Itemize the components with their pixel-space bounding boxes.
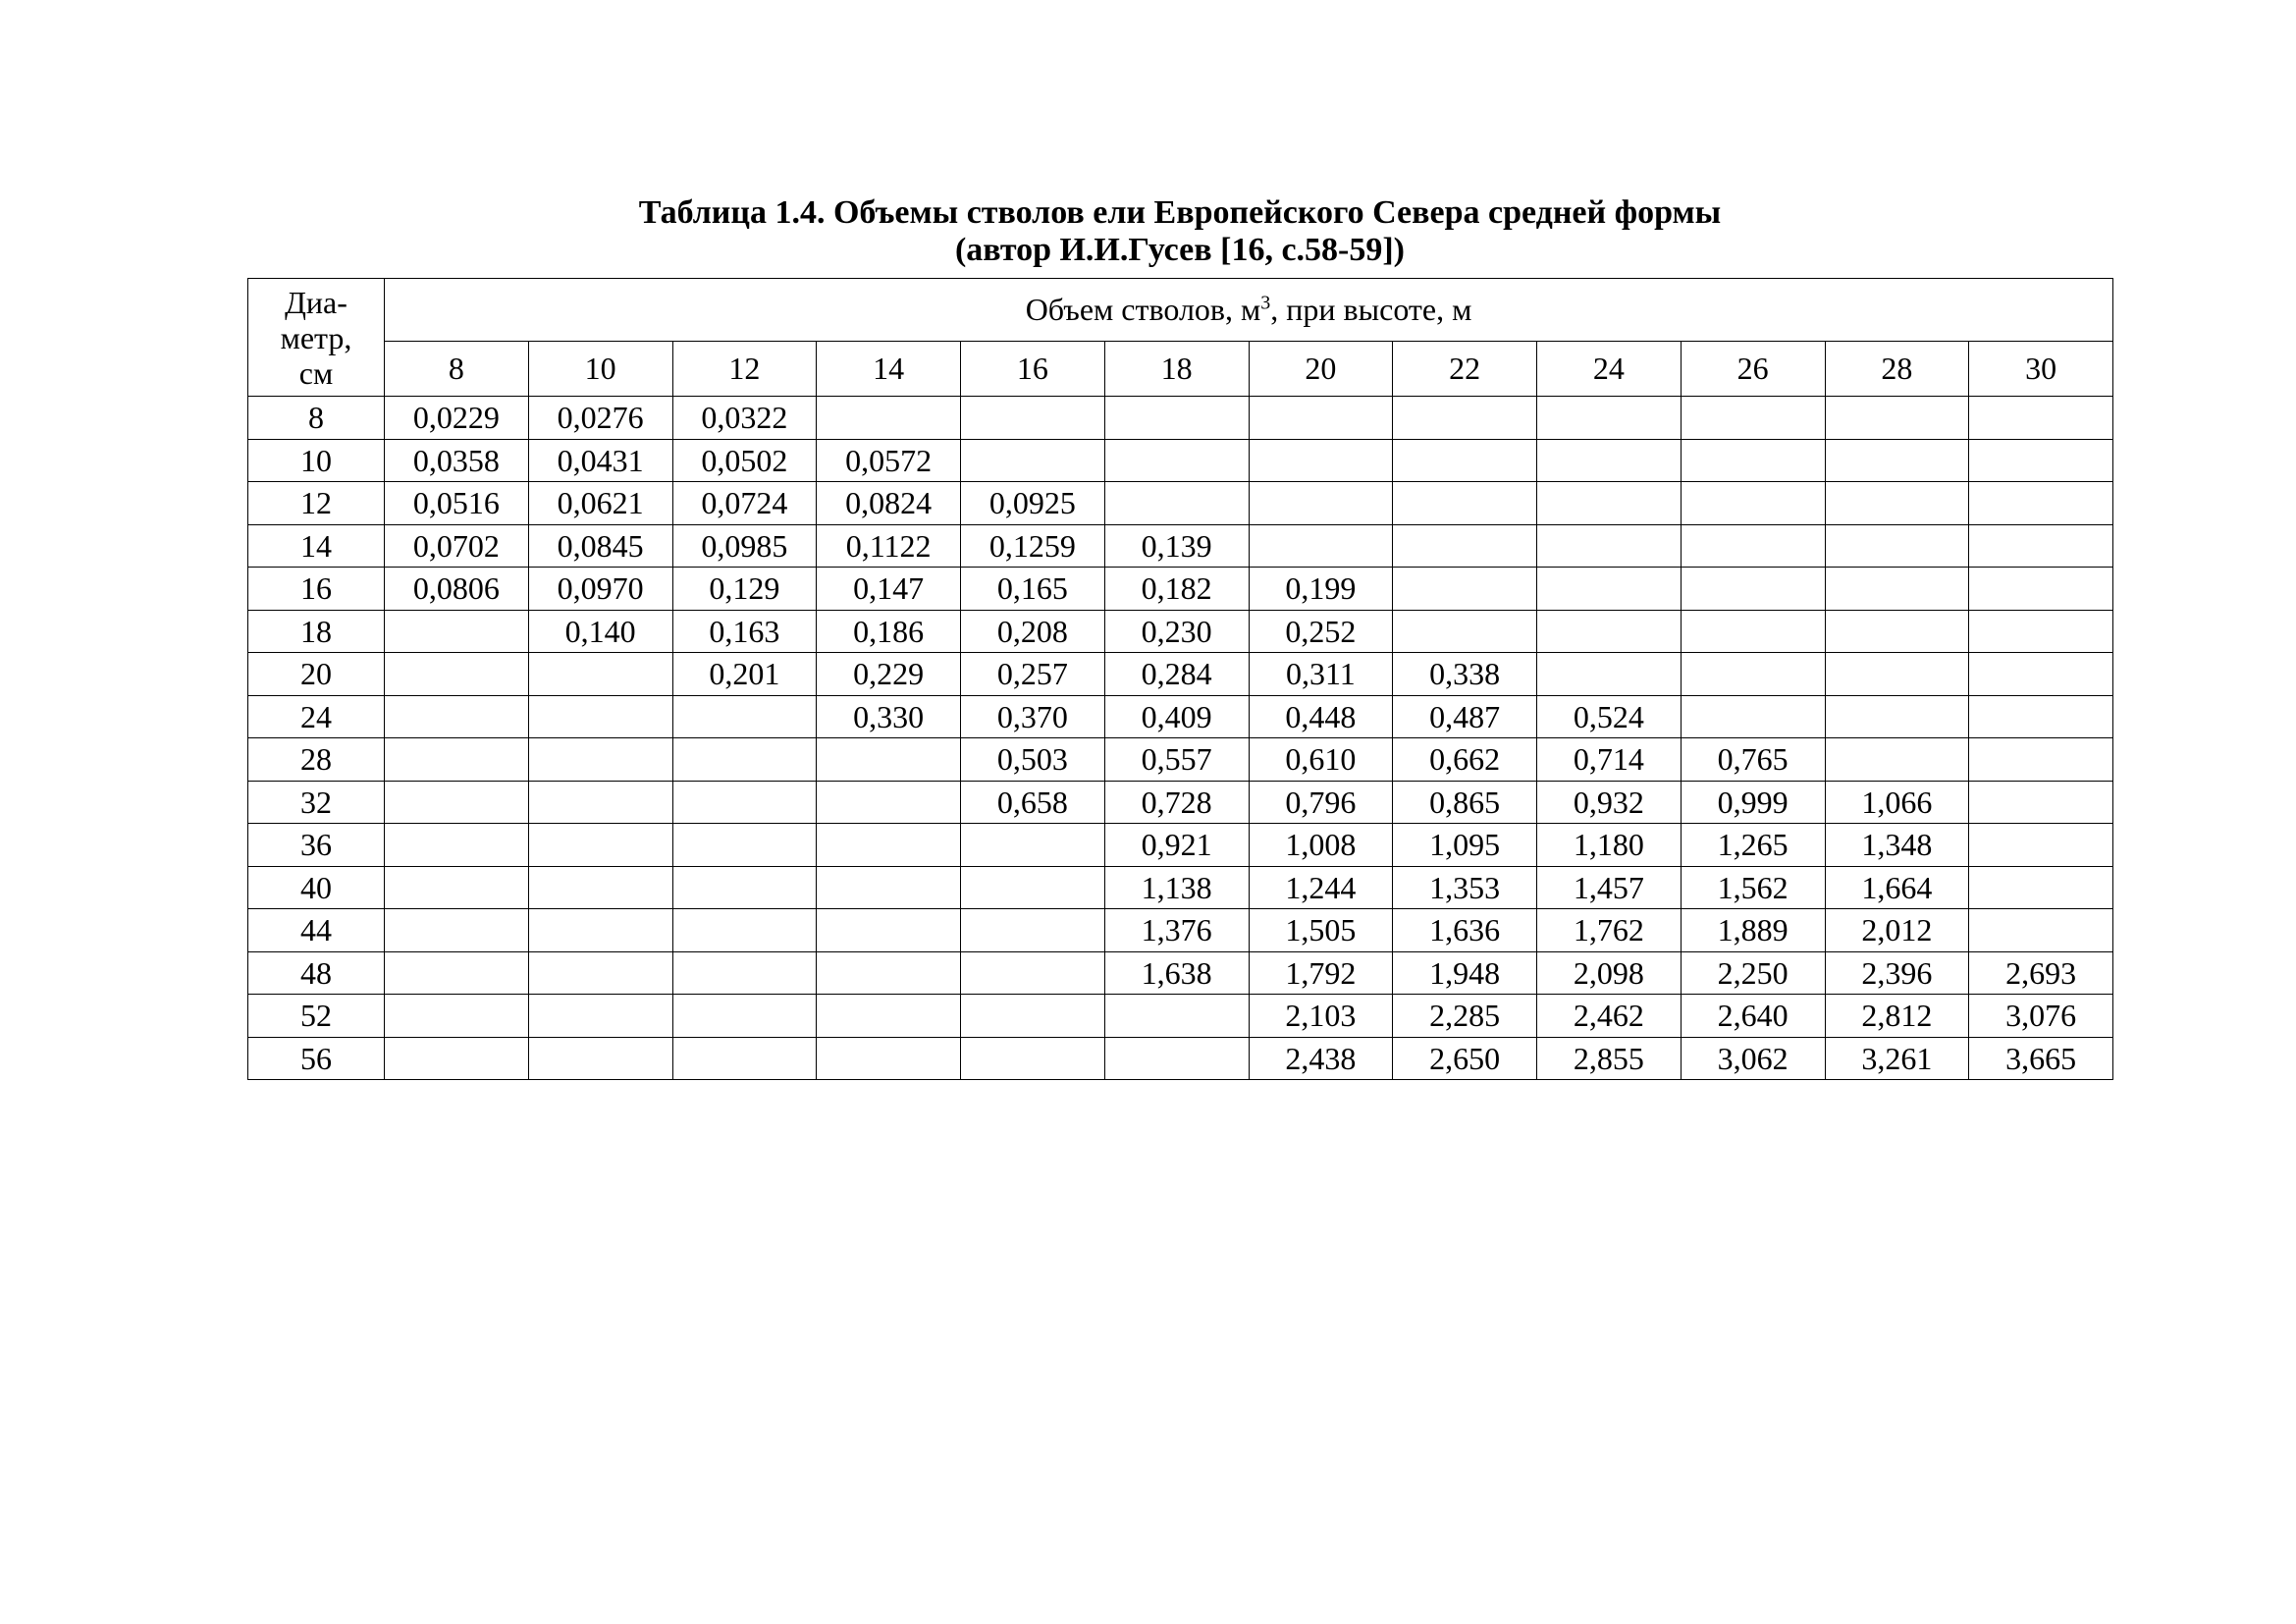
volume-cell <box>1393 439 1537 482</box>
volume-cell <box>385 610 529 653</box>
volume-cell <box>1969 610 2113 653</box>
volume-cell <box>672 738 817 782</box>
volume-cell: 2,640 <box>1681 995 1825 1038</box>
diameter-cell: 36 <box>248 824 385 867</box>
diameter-cell: 44 <box>248 909 385 952</box>
volume-cell <box>528 995 672 1038</box>
volume-cell <box>385 1037 529 1080</box>
volume-cell: 1,792 <box>1249 951 1393 995</box>
volume-cell <box>672 824 817 867</box>
volume-cell <box>1249 524 1393 568</box>
volume-cell <box>528 1037 672 1080</box>
volume-cell <box>817 824 961 867</box>
volume-cell: 1,638 <box>1104 951 1249 995</box>
volume-cell: 2,812 <box>1825 995 1969 1038</box>
volume-cell: 0,229 <box>817 653 961 696</box>
volume-cell: 0,0516 <box>385 482 529 525</box>
volume-cell: 2,462 <box>1537 995 1682 1038</box>
volume-cell <box>961 824 1105 867</box>
height-header-cell: 14 <box>817 342 961 397</box>
volume-cell <box>385 738 529 782</box>
table-row <box>248 738 2113 782</box>
volume-cell <box>1537 568 1682 611</box>
height-header-row <box>248 342 2113 397</box>
volume-cell: 2,012 <box>1825 909 1969 952</box>
volume-cell: 0,201 <box>672 653 817 696</box>
volume-cell: 0,796 <box>1249 781 1393 824</box>
height-header-cell: 28 <box>1825 342 1969 397</box>
volume-cell <box>1537 397 1682 440</box>
diameter-header-line1: Диа- <box>285 284 347 320</box>
volume-cell <box>817 951 961 995</box>
volume-cell <box>1249 397 1393 440</box>
volume-cell: 0,311 <box>1249 653 1393 696</box>
volume-cell: 3,076 <box>1969 995 2113 1038</box>
volume-cell <box>961 909 1105 952</box>
volume-cell: 1,948 <box>1393 951 1537 995</box>
volume-cell <box>528 866 672 909</box>
volume-cell: 1,664 <box>1825 866 1969 909</box>
volume-cell: 0,147 <box>817 568 961 611</box>
volume-cell: 0,524 <box>1537 695 1682 738</box>
volume-cell: 1,138 <box>1104 866 1249 909</box>
volume-cell: 0,865 <box>1393 781 1537 824</box>
volume-cell: 0,658 <box>961 781 1105 824</box>
table-title: Таблица 1.4. Объемы стволов ели Европейского Севера средней формы <box>638 194 1722 231</box>
table-row <box>248 1037 2113 1080</box>
volume-cell: 0,921 <box>1104 824 1249 867</box>
table-row <box>248 951 2113 995</box>
volume-cell <box>1825 439 1969 482</box>
volume-cell <box>961 995 1105 1038</box>
volume-cell: 1,180 <box>1537 824 1682 867</box>
table-row <box>248 824 2113 867</box>
volume-cell <box>1681 439 1825 482</box>
volume-cell: 2,396 <box>1825 951 1969 995</box>
volume-cell: 2,438 <box>1249 1037 1393 1080</box>
volume-cell: 0,409 <box>1104 695 1249 738</box>
volume-cell <box>961 1037 1105 1080</box>
volume-cell: 3,261 <box>1825 1037 1969 1080</box>
diameter-cell: 14 <box>248 524 385 568</box>
volume-cell <box>1681 653 1825 696</box>
volume-cell <box>672 781 817 824</box>
volume-cell: 0,284 <box>1104 653 1249 696</box>
volume-cell: 1,265 <box>1681 824 1825 867</box>
volume-cell <box>1393 568 1537 611</box>
volume-cell: 2,285 <box>1393 995 1537 1038</box>
volume-cell <box>1825 695 1969 738</box>
volume-cell: 3,665 <box>1969 1037 2113 1080</box>
volume-cell <box>817 781 961 824</box>
table-row <box>248 995 2113 1038</box>
volume-cell: 0,1259 <box>961 524 1105 568</box>
volume-cell <box>1249 439 1393 482</box>
volume-cell: 1,636 <box>1393 909 1537 952</box>
volume-cell <box>1393 482 1537 525</box>
table-row <box>248 909 2113 952</box>
volume-cell: 0,0925 <box>961 482 1105 525</box>
volume-cell <box>1969 909 2113 952</box>
volume-cell <box>1969 524 2113 568</box>
volume-cell <box>1537 653 1682 696</box>
volume-cell <box>1104 439 1249 482</box>
volume-cell <box>528 909 672 952</box>
volume-cell: 0,1122 <box>817 524 961 568</box>
diameter-cell: 16 <box>248 568 385 611</box>
diameter-cell: 56 <box>248 1037 385 1080</box>
volume-cell <box>672 995 817 1038</box>
height-header-cell: 18 <box>1104 342 1249 397</box>
volume-cell <box>1825 524 1969 568</box>
volume-cell: 1,066 <box>1825 781 1969 824</box>
volume-cell <box>1681 482 1825 525</box>
volume-cell: 0,0970 <box>528 568 672 611</box>
volume-cell <box>1825 610 1969 653</box>
volume-cell: 0,503 <box>961 738 1105 782</box>
volume-cell <box>672 1037 817 1080</box>
volume-cell: 0,252 <box>1249 610 1393 653</box>
height-header-cell: 24 <box>1537 342 1682 397</box>
volume-cell: 2,103 <box>1249 995 1393 1038</box>
volume-cell <box>1393 397 1537 440</box>
volume-cell <box>528 653 672 696</box>
volume-cell <box>1825 653 1969 696</box>
volume-cell: 0,230 <box>1104 610 1249 653</box>
volume-cell: 1,244 <box>1249 866 1393 909</box>
volume-cell: 0,662 <box>1393 738 1537 782</box>
volume-cell <box>1969 482 2113 525</box>
volume-cell <box>817 866 961 909</box>
volume-cell: 0,129 <box>672 568 817 611</box>
volume-cell <box>528 695 672 738</box>
volume-cell: 0,139 <box>1104 524 1249 568</box>
volume-cell: 0,448 <box>1249 695 1393 738</box>
volume-cell <box>1969 653 2113 696</box>
table-body <box>248 397 2113 1080</box>
volume-cell: 2,855 <box>1537 1037 1682 1080</box>
volume-cell: 0,0824 <box>817 482 961 525</box>
volume-cell <box>1681 524 1825 568</box>
table-row <box>248 568 2113 611</box>
volume-cell <box>1104 482 1249 525</box>
diameter-cell: 8 <box>248 397 385 440</box>
diameter-cell: 24 <box>248 695 385 738</box>
volume-cell: 0,0502 <box>672 439 817 482</box>
volume-cell: 1,889 <box>1681 909 1825 952</box>
diameter-cell: 32 <box>248 781 385 824</box>
volume-cell <box>385 653 529 696</box>
volume-cell: 0,765 <box>1681 738 1825 782</box>
volume-cell: 0,182 <box>1104 568 1249 611</box>
volume-cell: 2,250 <box>1681 951 1825 995</box>
volume-cell <box>1969 781 2113 824</box>
volume-cell: 1,562 <box>1681 866 1825 909</box>
table-row <box>248 482 2113 525</box>
volume-cell <box>961 951 1105 995</box>
volume-cell <box>385 824 529 867</box>
diameter-cell: 52 <box>248 995 385 1038</box>
volume-cell: 0,0985 <box>672 524 817 568</box>
volume-cell <box>817 1037 961 1080</box>
diameter-cell: 18 <box>248 610 385 653</box>
volume-cell: 1,348 <box>1825 824 1969 867</box>
diameter-cell: 40 <box>248 866 385 909</box>
volume-table <box>247 278 2113 1080</box>
volume-cell <box>817 909 961 952</box>
volume-cell <box>1681 568 1825 611</box>
table-row <box>248 397 2113 440</box>
volume-cell: 2,098 <box>1537 951 1682 995</box>
height-header-cell: 10 <box>528 342 672 397</box>
diameter-header-line3: см <box>298 354 334 391</box>
volume-cell: 0,186 <box>817 610 961 653</box>
height-header-cell: 20 <box>1249 342 1393 397</box>
volume-cell: 0,370 <box>961 695 1105 738</box>
volume-cell <box>385 951 529 995</box>
volume-cell <box>1537 524 1682 568</box>
volume-cell: 1,505 <box>1249 909 1393 952</box>
table-row <box>248 653 2113 696</box>
volume-cell: 0,610 <box>1249 738 1393 782</box>
volume-cell <box>1393 610 1537 653</box>
volume-cell <box>385 781 529 824</box>
table-source: (автор И.И.Гусев [16, с.58-59]) <box>954 232 1406 268</box>
table-row <box>248 695 2113 738</box>
volume-cell: 0,163 <box>672 610 817 653</box>
table-row <box>248 524 2113 568</box>
height-header-cell: 8 <box>385 342 529 397</box>
volume-cell <box>672 909 817 952</box>
volume-cell: 1,353 <box>1393 866 1537 909</box>
volume-cell <box>1825 568 1969 611</box>
volume-cell <box>1969 824 2113 867</box>
volume-cell <box>385 909 529 952</box>
table-row <box>248 439 2113 482</box>
volume-cell: 0,208 <box>961 610 1105 653</box>
diameter-cell: 20 <box>248 653 385 696</box>
volume-cell <box>1825 738 1969 782</box>
volume-cell: 1,457 <box>1537 866 1682 909</box>
volume-cell <box>961 439 1105 482</box>
volume-cell <box>1681 695 1825 738</box>
volume-cell: 1,762 <box>1537 909 1682 952</box>
volume-cell <box>961 866 1105 909</box>
volume-cell: 0,0229 <box>385 397 529 440</box>
volume-cell: 0,0806 <box>385 568 529 611</box>
volume-cell <box>1825 397 1969 440</box>
volume-cell <box>961 397 1105 440</box>
volume-cell <box>385 866 529 909</box>
table-row <box>248 610 2113 653</box>
volume-cell <box>528 781 672 824</box>
volume-group-header <box>385 279 2113 342</box>
height-header-cell: 26 <box>1681 342 1825 397</box>
volume-cell <box>385 695 529 738</box>
volume-cell: 0,0358 <box>385 439 529 482</box>
volume-cell <box>1249 482 1393 525</box>
diameter-cell: 28 <box>248 738 385 782</box>
volume-cell: 0,257 <box>961 653 1105 696</box>
diameter-cell: 10 <box>248 439 385 482</box>
height-header-cell: 30 <box>1969 342 2113 397</box>
volume-cell <box>1969 738 2113 782</box>
volume-cell: 0,932 <box>1537 781 1682 824</box>
volume-cell <box>1537 482 1682 525</box>
diameter-header <box>248 279 385 397</box>
volume-cell: 0,0322 <box>672 397 817 440</box>
volume-cell: 0,0621 <box>528 482 672 525</box>
volume-group-header-suffix: , при высоте, м <box>1270 292 1472 327</box>
volume-cell: 2,650 <box>1393 1037 1537 1080</box>
volume-cell: 0,728 <box>1104 781 1249 824</box>
volume-cell: 0,0724 <box>672 482 817 525</box>
volume-cell: 2,693 <box>1969 951 2113 995</box>
volume-cell: 1,008 <box>1249 824 1393 867</box>
volume-cell: 0,199 <box>1249 568 1393 611</box>
volume-cell <box>1681 610 1825 653</box>
volume-cell <box>1969 866 2113 909</box>
diameter-header-line2: метр, <box>280 319 352 355</box>
volume-cell <box>1537 439 1682 482</box>
volume-cell: 0,0431 <box>528 439 672 482</box>
volume-cell <box>817 995 961 1038</box>
volume-cell <box>672 695 817 738</box>
volume-cell <box>1825 482 1969 525</box>
diameter-cell: 48 <box>248 951 385 995</box>
volume-cell <box>1969 695 2113 738</box>
volume-cell <box>817 738 961 782</box>
volume-cell: 0,0572 <box>817 439 961 482</box>
volume-cell <box>1393 524 1537 568</box>
volume-group-header-sup: 3 <box>1260 292 1271 314</box>
volume-cell: 0,999 <box>1681 781 1825 824</box>
volume-cell: 0,338 <box>1393 653 1537 696</box>
volume-cell <box>528 824 672 867</box>
volume-cell: 0,165 <box>961 568 1105 611</box>
height-header-cell: 16 <box>961 342 1105 397</box>
volume-cell <box>528 951 672 995</box>
volume-cell <box>1681 397 1825 440</box>
volume-cell: 1,376 <box>1104 909 1249 952</box>
volume-cell <box>1969 568 2113 611</box>
volume-cell <box>1104 995 1249 1038</box>
volume-cell <box>1537 610 1682 653</box>
volume-cell: 0,0845 <box>528 524 672 568</box>
volume-cell: 0,0702 <box>385 524 529 568</box>
volume-cell: 0,140 <box>528 610 672 653</box>
height-header-cell: 12 <box>672 342 817 397</box>
volume-cell <box>1104 1037 1249 1080</box>
volume-cell: 1,095 <box>1393 824 1537 867</box>
diameter-cell: 12 <box>248 482 385 525</box>
table-row <box>248 866 2113 909</box>
volume-cell: 0,330 <box>817 695 961 738</box>
volume-cell <box>1104 397 1249 440</box>
volume-cell <box>672 866 817 909</box>
volume-cell <box>385 995 529 1038</box>
volume-cell: 0,0276 <box>528 397 672 440</box>
volume-cell: 3,062 <box>1681 1037 1825 1080</box>
volume-cell: 0,714 <box>1537 738 1682 782</box>
volume-cell <box>1969 439 2113 482</box>
volume-cell <box>1969 397 2113 440</box>
volume-cell <box>672 951 817 995</box>
volume-cell: 0,557 <box>1104 738 1249 782</box>
volume-cell: 0,487 <box>1393 695 1537 738</box>
table-row <box>248 781 2113 824</box>
volume-cell <box>817 397 961 440</box>
volume-cell <box>528 738 672 782</box>
volume-group-header-text: Объем стволов, м <box>1025 292 1261 327</box>
height-header-cell: 22 <box>1393 342 1537 397</box>
